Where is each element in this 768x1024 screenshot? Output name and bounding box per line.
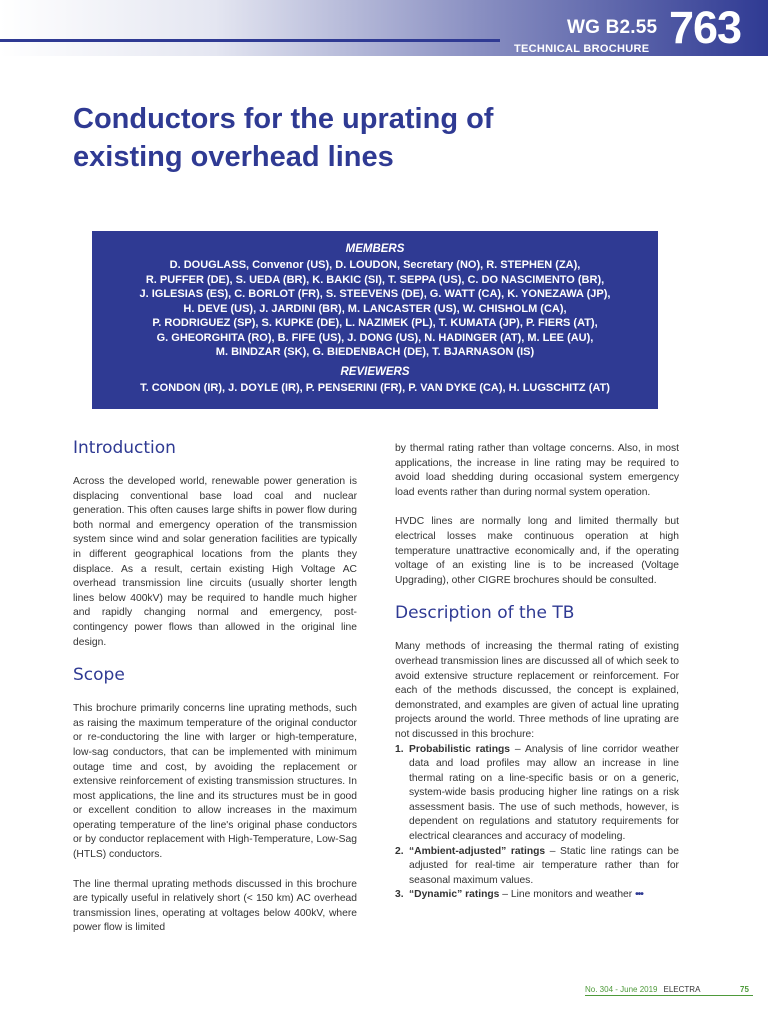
description-heading: Description of the TB xyxy=(395,603,575,624)
scope-heading: Scope xyxy=(73,665,125,686)
technical-brochure-label: TECHNICAL BROCHURE xyxy=(514,43,650,55)
members-line: D. DOUGLASS, Convenor (US), D. LOUDON, Secretary (NO), R. STEPHEN (ZA), xyxy=(169,259,581,271)
title-line-1: Conductors for the uprating of xyxy=(73,103,494,135)
footer-rule xyxy=(585,995,753,996)
reviewers-heading: REVIEWERS xyxy=(340,365,410,378)
working-group-label: WG B2.55 xyxy=(567,17,658,38)
list-item-number: 1. xyxy=(395,743,404,755)
members-line: H. DEVE (US), J. JARDINI (BR), M. LANCASTER (US), W. CHISHOLM (CA), xyxy=(183,302,567,315)
members-line: R. PUFFER (DE), S. UEDA (BR), K. BAKIC (SI), T. SEPPA (US), C. DO NASCIMENTO (BR), xyxy=(145,273,605,286)
title-line-2: existing overhead lines xyxy=(73,141,394,173)
scope-paragraph: The line thermal uprating methods discussed in this brochure are typically useful in relatively short (< 150 km) AC overhead transmission lines, operating at voltages below 400kV, where power flow is limited xyxy=(73,878,357,934)
members-heading: MEMBERS xyxy=(345,243,405,255)
left-column xyxy=(73,438,357,951)
header-rule xyxy=(0,39,500,42)
list-item-term: “Ambient-adjusted” ratings xyxy=(409,845,546,857)
list-item-term: “Dynamic” ratings xyxy=(409,889,500,901)
list-item xyxy=(395,888,679,903)
page-title xyxy=(73,100,633,176)
excluded-methods-list xyxy=(395,743,679,904)
list-item-number: 3. xyxy=(395,889,404,901)
introduction-paragraph: Across the developed world, renewable power generation is displacing conventional base load coal and nuclear generation. This often causes large shifts in power flow during both normal and emergency operation of the transmission system since wind and solar generation facilities are typically in different geographical locations from the plants they displace. As a result, certain existing High Voltage AC overhead transmission line circuits (usually shorter length lines below 400kV) may be required to handle much higher and rapidly changing normal and emergency, post-contingency power flows than allowed in the original line design. xyxy=(73,476,357,648)
list-item-term: Probabilistic ratings xyxy=(409,743,511,755)
scope-continued-paragraph: by thermal rating rather than voltage concerns. Also, in most applications, the increase in line rating may be required to avoid load shedding during occasional system emergency load events rather than during normal system operation. xyxy=(395,443,679,498)
reviewers-line: T. CONDON (IR), J. DOYLE (IR), P. PENSERINI (FR), P. VAN DYKE (CA), H. LUGSCHITZ (AT) xyxy=(140,381,610,394)
brochure-number: 763 xyxy=(669,2,742,53)
members-line: G. GHEORGHITA (RO), B. FIFE (US), J. DONG (US), N. HADINGER (AT), M. LEE (AU), xyxy=(156,331,594,344)
members-box xyxy=(92,231,658,409)
list-item-text: – Static line ratings can be adjusted for real-time air temperature rather than for seasonal maximum values. xyxy=(409,845,679,886)
page-number: 75 xyxy=(740,985,749,994)
footer xyxy=(585,985,700,994)
members-line: M. BINDZAR (SK), G. BIEDENBACH (DE), T. BJARNASON (IS) xyxy=(215,346,535,358)
list-item-text: – Line monitors and weather xyxy=(499,889,636,901)
continued-marker-icon: ••• xyxy=(635,889,643,901)
introduction-heading: Introduction xyxy=(73,438,176,458)
members-line: P. RODRIGUEZ (SP), S. KUPKE (DE), L. NAZIMEK (PL), T. KUMATA (JP), P. FIERS (AT), xyxy=(152,317,598,329)
magazine-label: ELECTRA xyxy=(663,985,701,994)
list-item-text: – Analysis of line corridor weather data and load profiles may allow an increase in line thermal rating on a line-specific basis or on a generic, system-wide basis producing higher line ratings on a risk assessment basis. The use of such methods, however, is dependent on regulations and statutory requirements for electrical clearances and accuracy of modeling. xyxy=(409,743,679,843)
list-item xyxy=(395,743,679,845)
scope-paragraph: This brochure primarily concerns line uprating methods, such as raising the maximum temperature of the original conductor or re-conductoring the line with larger or high-temperature, low-sag conductors, that can be implemented with minimum outage time and cost, by avoiding the replacement or extensive reinforcement of existing transmission structures. In most applications, the line and its structures must be in good or excellent condition to allow increases in the maximum operating temperature of the line's original phase conductors or by conductor replacement with High-Temperature, Low-Sag (HTLS) conductors. xyxy=(73,703,357,861)
hvdc-paragraph: HVDC lines are normally long and limited thermally but electrical losses make continuous operation at high temperature unattractive economically and, if the operating voltage of an existing line is to be increased (Voltage Upgrading), other CIGRE brochures should be consulted. xyxy=(395,516,679,586)
list-item-number: 2. xyxy=(395,845,404,857)
list-item xyxy=(395,845,679,889)
issue-label: No. 304 - June 2019 xyxy=(585,985,658,994)
members-line: J. IGLESIAS (ES), C. BORLOT (FR), S. STEEVENS (DE), G. WATT (CA), K. YONEZAWA (JP), xyxy=(139,288,611,300)
description-paragraph: Many methods of increasing the thermal rating of existing overhead transmission lines are discussed all of which seek to avoid extensive structure replacement or reinforcement. For each of the methods discussed, the concept is explained, demonstrated, and examples are given of actual line uprating projects around the world. Three methods of line uprating are not discussed in this brochure: xyxy=(395,641,679,740)
right-column xyxy=(395,442,679,903)
